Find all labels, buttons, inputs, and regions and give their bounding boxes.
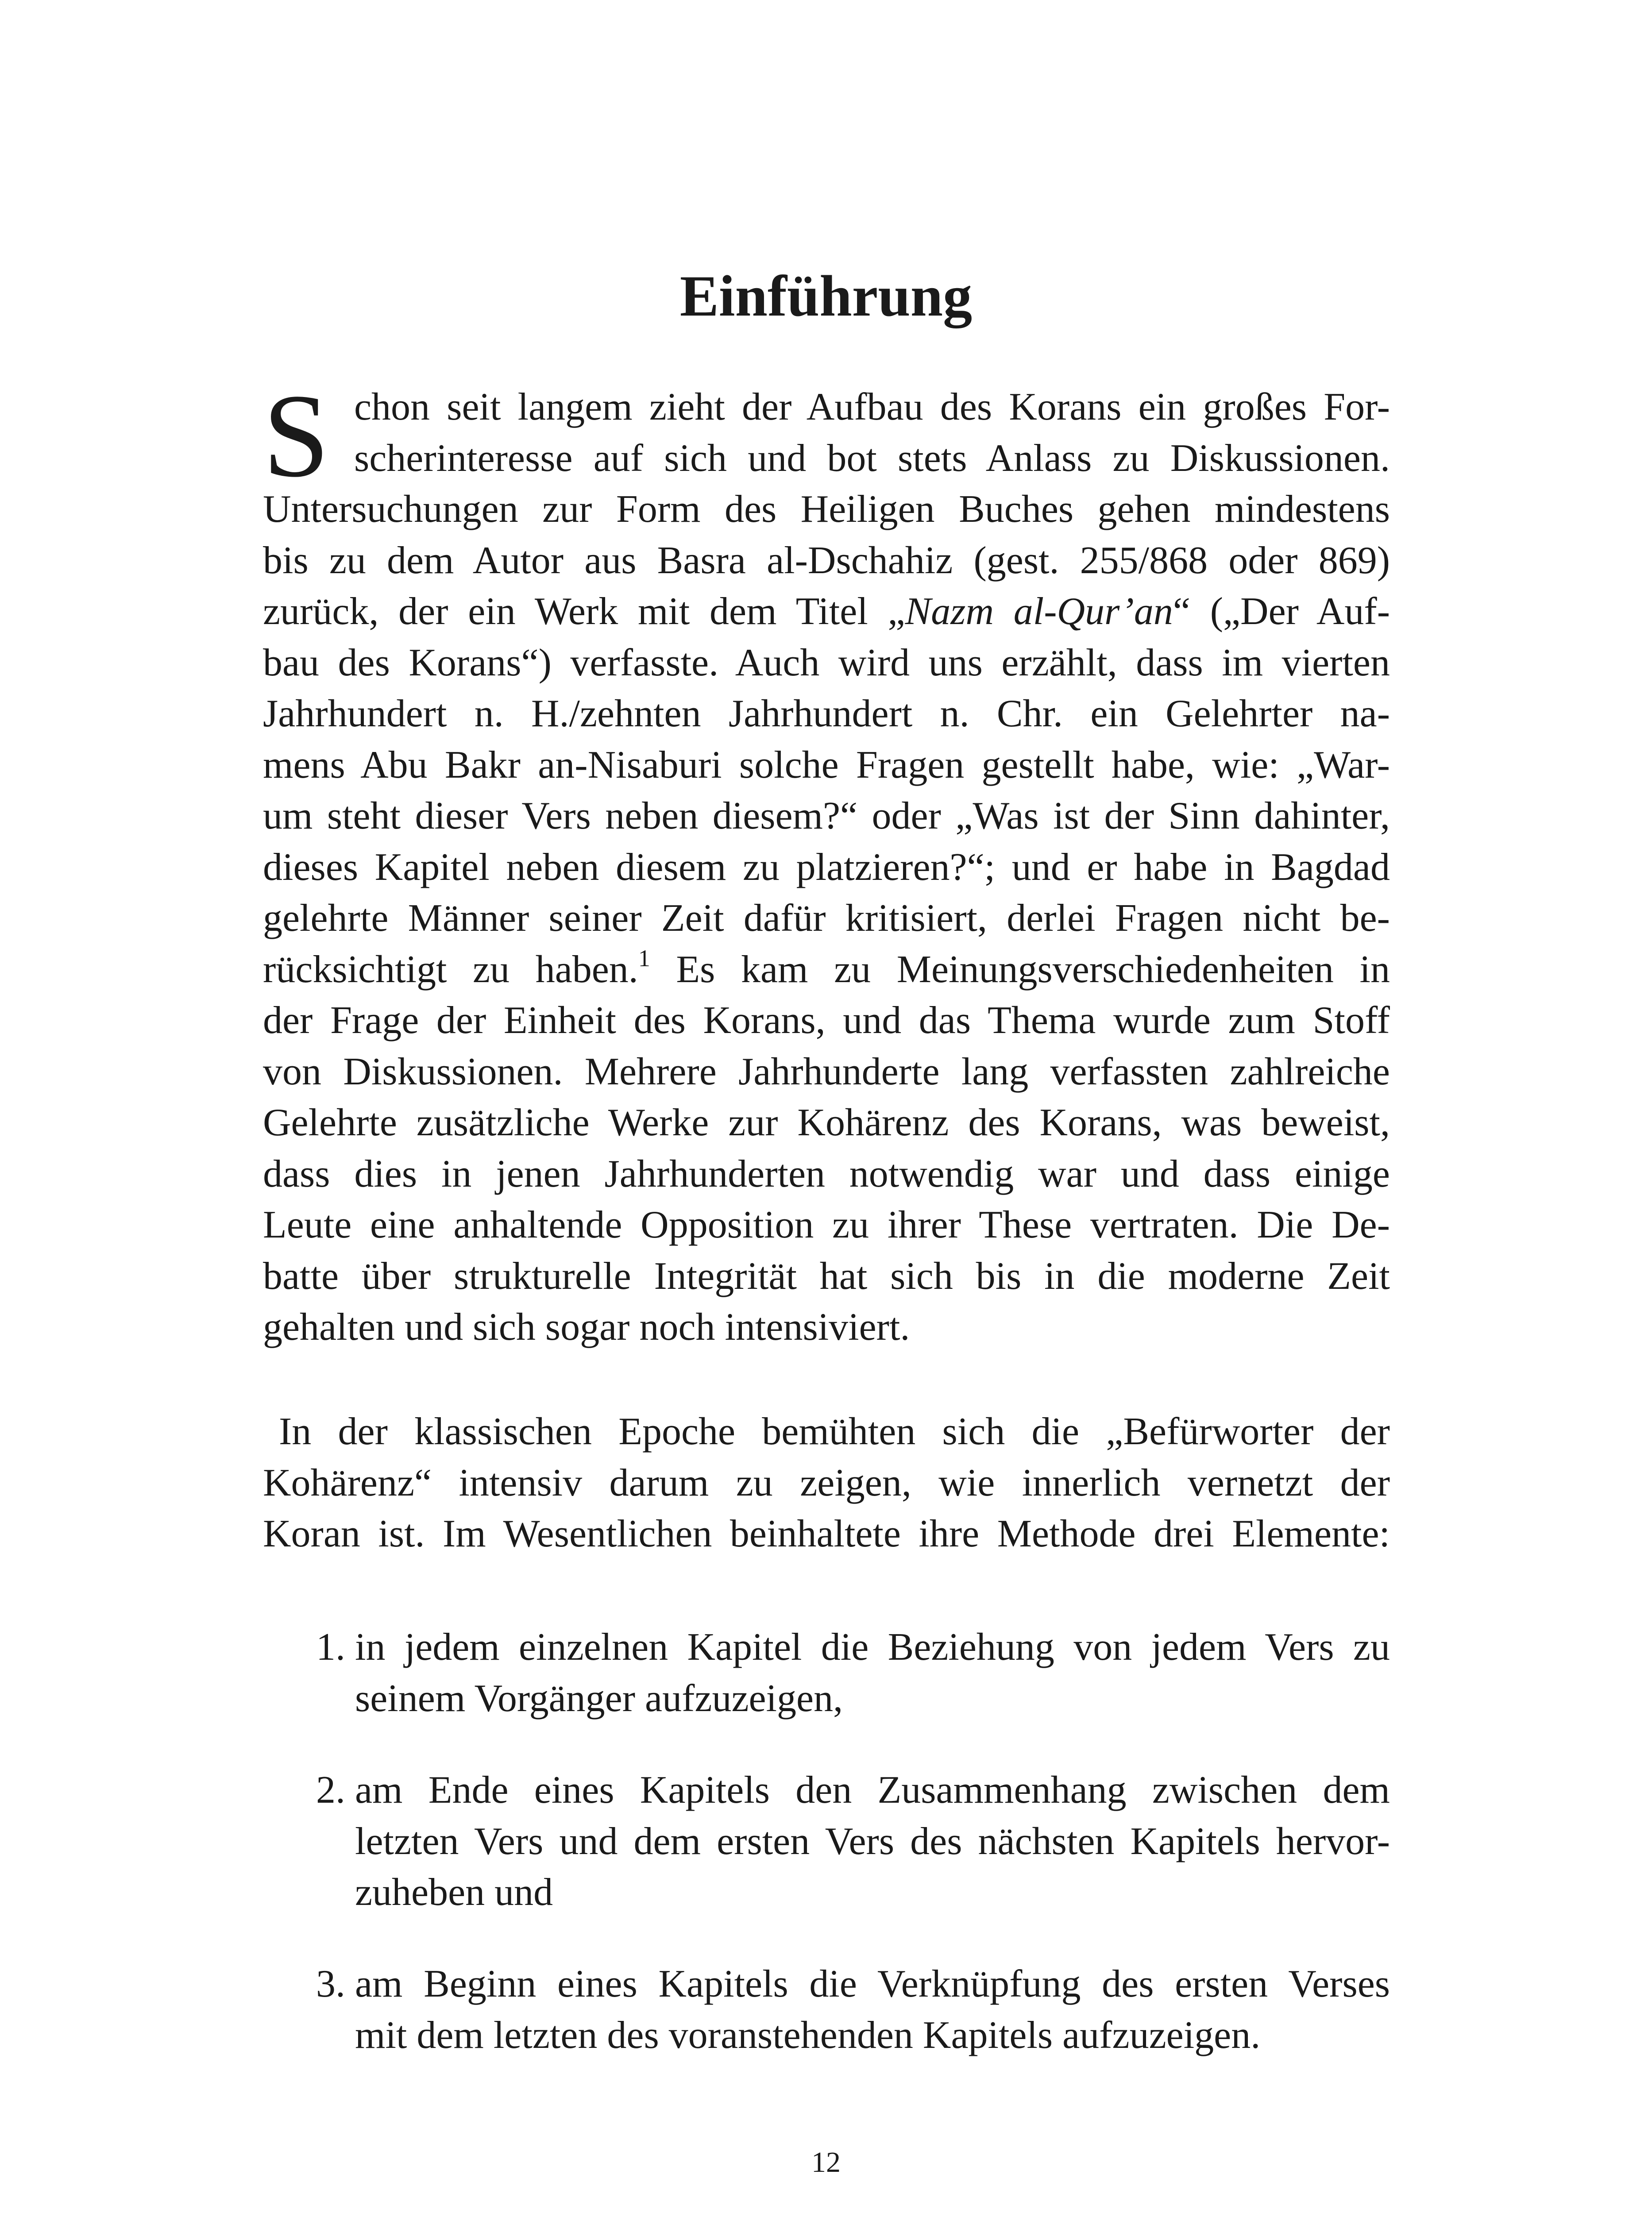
page-number: 12 (811, 2146, 841, 2178)
list-item-number: 3. (316, 1962, 345, 2005)
text-line: Kohärenz“ intensiv darum zu zeigen, wie innerlich vernetzt der (263, 1461, 1390, 1504)
text-line: Gelehrte zusätzliche Werke zur Kohärenz des Korans, was beweist, (263, 1101, 1390, 1144)
page-title: Einführung (679, 263, 973, 328)
paragraph-2 (263, 1406, 1390, 1560)
list-item-text (355, 1765, 1390, 1918)
text-line: bis zu dem Autor aus Basra al-Dschahiz (gest. 255/868 oder 869) (263, 539, 1390, 582)
list-item-text (355, 1959, 1390, 2061)
text-line: seinem Vorgänger aufzuzeigen, (355, 1677, 843, 1720)
text-segment: zurück, der ein Werk mit dem Titel „ (263, 590, 905, 633)
text-line: der Frage der Einheit des Korans, und das Thema wurde zum Stoff (263, 999, 1390, 1042)
text-line: Untersuchungen zur Form des Heiligen Buches gehen mindestens (263, 488, 1390, 531)
list-item-number: 2. (316, 1769, 345, 1812)
text-line: Koran ist. Im Wesentlichen beinhaltete ihre Methode drei Elemente: (263, 1512, 1390, 1555)
text-line: Leute eine anhaltende Opposition zu ihrer These vertraten. Die De- (263, 1203, 1390, 1246)
text-line: In der klassischen Epoche bemühten sich die „Befürworter der (279, 1410, 1390, 1453)
paragraph-1 (263, 484, 1390, 1353)
text-line: chon seit langem zieht der Aufbau des Korans ein großes For- (354, 386, 1390, 428)
footnote-reference[interactable]: 1 (638, 945, 650, 972)
text-line: Jahrhundert n. H./zehnten Jahrhundert n. Chr. ein Gelehrter na- (263, 692, 1390, 735)
text-line: mens Abu Bakr an-Nisaburi solche Fragen gestellt habe, wie: „War- (263, 743, 1390, 787)
text-line: am Ende eines Kapitels den Zusammenhang zwischen dem (355, 1769, 1390, 1812)
list-item-number: 1. (316, 1626, 345, 1669)
text-line: scherinteresse auf sich und bot stets Anlass zu Diskussionen. (354, 436, 1390, 480)
text-line: von Diskussionen. Mehrere Jahrhunderte lang verfassten zahlreiche (263, 1050, 1390, 1093)
text-segment: “ („Der Auf- (1173, 590, 1390, 633)
text-line: um steht dieser Vers neben diesem?“ oder „Was ist der Sinn dahinter, (263, 794, 1390, 837)
text-line: batte über strukturelle Integrität hat sich bis in die moderne Zeit (263, 1254, 1390, 1298)
text-line: dass dies in jenen Jahrhunderten notwendig war und dass einige (263, 1152, 1390, 1195)
text-segment: Es kam zu Meinungsverschiedenheiten in (650, 948, 1390, 991)
text-line: mit dem letzten des voranstehenden Kapitels aufzuzeigen. (355, 2013, 1261, 2057)
text-line: gehalten und sich sogar noch intensiviert. (263, 1306, 910, 1349)
text-line: dieses Kapitel neben diesem zu platzieren?“; und er habe in Bagdad (263, 845, 1390, 889)
text-line: gelehrte Männer seiner Zeit dafür kritisiert, derlei Fragen nicht be- (263, 897, 1390, 940)
list-item-text (355, 1622, 1390, 1724)
text-line (263, 586, 1390, 637)
text-line: letzten Vers und dem ersten Vers des nächsten Kapitels hervor- (355, 1820, 1390, 1863)
drop-cap: S (263, 370, 330, 502)
book-title: Nazm al-Qur’an (905, 590, 1173, 633)
text-line: am Beginn eines Kapitels die Verknüpfung des ersten Verses (355, 1962, 1390, 2005)
text-line: in jedem einzelnen Kapitel die Beziehung von jedem Vers zu (355, 1626, 1390, 1669)
text-line (263, 944, 1390, 995)
text-line: zuheben und (355, 1871, 553, 1914)
paragraph-1-opening (354, 382, 1390, 484)
text-line: bau des Korans“) verfasste. Auch wird uns erzählt, dass im vierten (263, 641, 1390, 684)
text-segment: rücksichtigt zu haben. (263, 948, 638, 991)
